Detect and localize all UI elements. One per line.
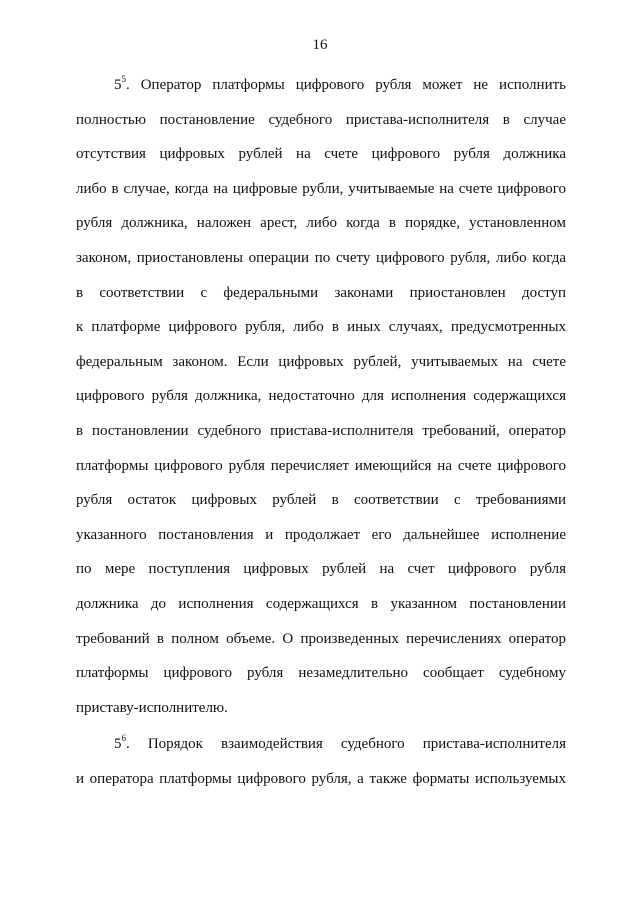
paragraph-line: цифрового рубля должника, недостаточно для исполнения содержащихся [76, 388, 566, 405]
paragraph-line: по мере поступления цифровых рублей на счет цифрового рубля [76, 561, 566, 578]
paragraph-line: федеральным законом. Если цифровых рублей, учитываемых на счете [76, 353, 566, 370]
paragraph-marker: $5^6$ [114, 733, 126, 752]
paragraph-line: либо в случае, когда на цифровые рубли, учитываемые на счете цифрового [76, 180, 566, 197]
paragraph-line: законом, приостановлены операции по счету цифрового рубля, либо когда [76, 249, 566, 266]
paragraph-line: рубля должника, наложен арест, либо когда в порядке, установленном [76, 215, 566, 232]
paragraph-line: к платформе цифрового рубля, либо в иных случаях, предусмотренных [76, 319, 566, 336]
paragraph-line: полностью постановление судебного пристава-исполнителя в случае [76, 111, 566, 128]
paragraph-line: в постановлении судебного пристава-исполнителя требований, оператор [76, 422, 566, 439]
paragraph-5-5 [76, 68, 566, 725]
paragraph-line: должника до исполнения содержащихся в указанном постановлении [76, 595, 566, 612]
paragraph-line: $5^6$. Порядок взаимодействия судебного пристава-исполнителя [114, 733, 566, 752]
paragraph-line: и оператора платформы цифрового рубля, а также форматы используемых [76, 770, 566, 787]
paragraph-5-6 [76, 727, 566, 796]
paragraph-line: отсутствия цифровых рублей на счете цифрового рубля должника [76, 146, 566, 163]
paragraph-line: в соответствии с федеральными законами приостановлен доступ [76, 284, 566, 301]
paragraph-line: приставу-исполнителю. [76, 699, 228, 716]
page-number: 16 [312, 37, 328, 53]
paragraph-line: рубля остаток цифровых рублей в соответствии с требованиями [76, 492, 566, 509]
paragraph-line: платформы цифрового рубля незамедлительно сообщает судебному [76, 665, 566, 682]
paragraph-marker: $5^5$ [114, 74, 126, 93]
paragraph-line: платформы цифрового рубля перечисляет имеющийся на счете цифрового [76, 457, 566, 474]
paragraph-line: требований в полном объеме. О произведенных перечислениях оператор [76, 630, 566, 647]
paragraph-line: $5^5$. Оператор платформы цифрового рубля может не исполнить [114, 74, 566, 93]
paragraph-line: указанного постановления и продолжает его дальнейшее исполнение [76, 526, 566, 543]
